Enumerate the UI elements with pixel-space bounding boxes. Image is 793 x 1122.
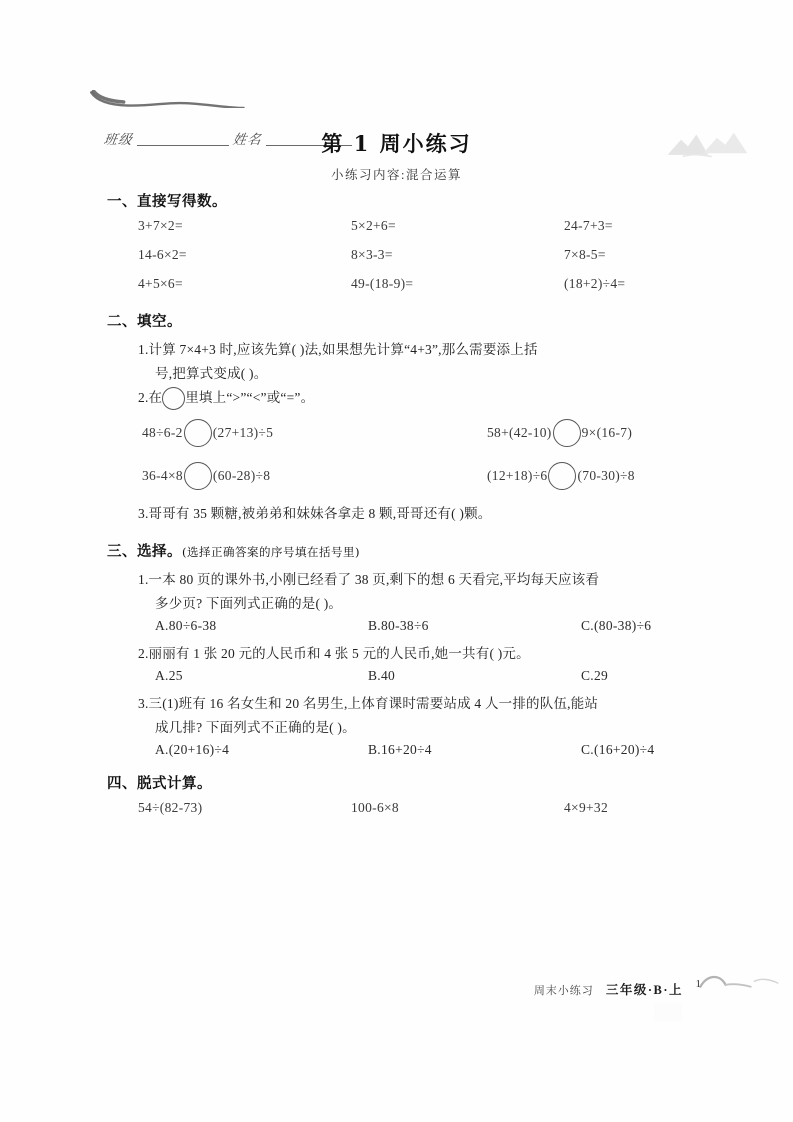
section-three-heading (107, 540, 725, 561)
exercise-item: 54÷(82-73) (138, 800, 203, 815)
comparison-item (142, 419, 487, 447)
exercise-item: 8×3-3= (351, 247, 393, 262)
exercise-item: 24-7+3= (564, 218, 613, 233)
comparison-circle[interactable] (184, 419, 212, 447)
option-c[interactable]: C.(80-38)÷6 (581, 618, 652, 633)
section-one (107, 190, 725, 292)
section-three-note: (选择正确答案的序号填在括号里) (182, 545, 360, 559)
section-two-heading: 二、填空。 (107, 313, 182, 330)
question-2-prefix: 2.在 (138, 390, 163, 405)
exercise-item: (18+2)÷4= (564, 276, 626, 291)
choice-question-1 (107, 568, 725, 616)
footer-grade-label: 三年级·B·上 (605, 983, 683, 997)
question-2-suffix: 里填上“>”“<”或“=”。 (185, 390, 315, 405)
comparison-left: (12+18)÷6 (487, 468, 548, 483)
comparison-right: 9×(16-7) (581, 425, 633, 440)
comparison-circle[interactable] (553, 419, 581, 447)
comparison-exercises (107, 419, 725, 490)
choice-1-line-1: 1.一本 80 页的课外书,小刚已经看了 38 页,剩下的想 6 天看完,平均每天应该看 (138, 572, 600, 587)
choice-1-options (107, 618, 725, 634)
section-two (107, 310, 725, 526)
footer-book-title: 周末小练习 (533, 985, 594, 997)
fill-blank-question-3: 3.哥哥有 35 颗糖,被弟弟和妹妹各拿走 8 颗,哥哥还有( )颗。 (138, 506, 492, 521)
fill-blank-question-2 (107, 386, 725, 410)
section-one-heading: 一、直接写得数。 (107, 193, 227, 210)
exercise-item: 3+7×2= (138, 218, 183, 233)
option-a[interactable]: A.25 (155, 668, 183, 683)
choice-3-line-1: 3.三(1)班有 16 名女生和 20 名男生,上体育课时需要站成 4 人一排的队伍,能站 (138, 696, 599, 711)
comparison-circle[interactable] (184, 462, 212, 490)
question-1-line-1: 1.计算 7×4+3 时,应该先算( )法,如果想先计算“4+3”,那么需要添上括 (138, 342, 538, 357)
comparison-left: 48÷6-2 (142, 425, 183, 440)
exercise-item: 49-(18-9)= (351, 276, 414, 291)
comparison-circle[interactable] (548, 462, 576, 490)
option-a[interactable]: A.80÷6-38 (155, 618, 217, 633)
exercise-item: 100-6×8 (351, 800, 399, 815)
answer-circle[interactable] (162, 387, 185, 410)
comparison-right: (60-28)÷8 (212, 468, 271, 483)
page-subtitle: 小练习内容:混合运算 (331, 168, 462, 182)
choice-1-line-2: 多少页? 下面列式正确的是( )。 (155, 596, 343, 611)
brush-stroke-decoration (88, 90, 248, 108)
footer-text-group (534, 980, 683, 998)
option-b[interactable]: B.40 (368, 668, 396, 683)
worksheet-body (107, 190, 725, 828)
section-four (107, 772, 725, 816)
name-label: 姓名 (231, 132, 263, 147)
exercise-item: 4+5×6= (138, 276, 183, 291)
section-one-exercises (107, 218, 725, 292)
choice-question-3 (107, 692, 725, 740)
section-four-heading: 四、脱式计算。 (107, 775, 212, 792)
section-four-exercises (107, 800, 725, 816)
question-1-line-2: 号,把算式变成( )。 (155, 366, 268, 381)
page-title: 第 1 周小练习 (321, 131, 472, 156)
option-c[interactable]: C.(16+20)÷4 (581, 742, 655, 757)
comparison-item (487, 462, 725, 490)
comparison-left: 58+(42-10) (487, 425, 552, 440)
comparison-left: 36-4×8 (142, 468, 183, 483)
page-number: 1 (695, 978, 701, 990)
section-three-title: 三、选择。 (107, 543, 182, 560)
comparison-right: (70-30)÷8 (577, 468, 635, 483)
choice-3-line-2: 成几排? 下面列式不正确的是( )。 (155, 720, 356, 735)
page-watermark (653, 1000, 783, 1048)
exercise-item: 14-6×2= (138, 247, 187, 262)
exercise-item: 4×9+32 (564, 800, 609, 815)
fill-blank-question-1 (107, 338, 725, 386)
exercise-item: 5×2+6= (351, 218, 396, 233)
section-three (107, 540, 725, 758)
choice-2-options (107, 668, 725, 684)
option-b[interactable]: B.80-38÷6 (368, 618, 429, 633)
choice-question-2 (107, 642, 725, 666)
option-b[interactable]: B.16+20÷4 (368, 742, 432, 757)
choice-2-line-1: 2.丽丽有 1 张 20 元的人民币和 4 张 5 元的人民币,她一共有( )元。 (138, 646, 530, 661)
comparison-item (142, 462, 487, 490)
comparison-right: (27+13)÷5 (212, 425, 274, 440)
option-c[interactable]: C.29 (581, 668, 609, 683)
option-a[interactable]: A.(20+16)÷4 (155, 742, 230, 757)
exercise-item: 7×8-5= (564, 247, 606, 262)
class-label: 班级 (102, 132, 134, 147)
choice-3-options (107, 742, 725, 758)
bird-decoration-icon (695, 970, 785, 998)
comparison-item (487, 419, 725, 447)
